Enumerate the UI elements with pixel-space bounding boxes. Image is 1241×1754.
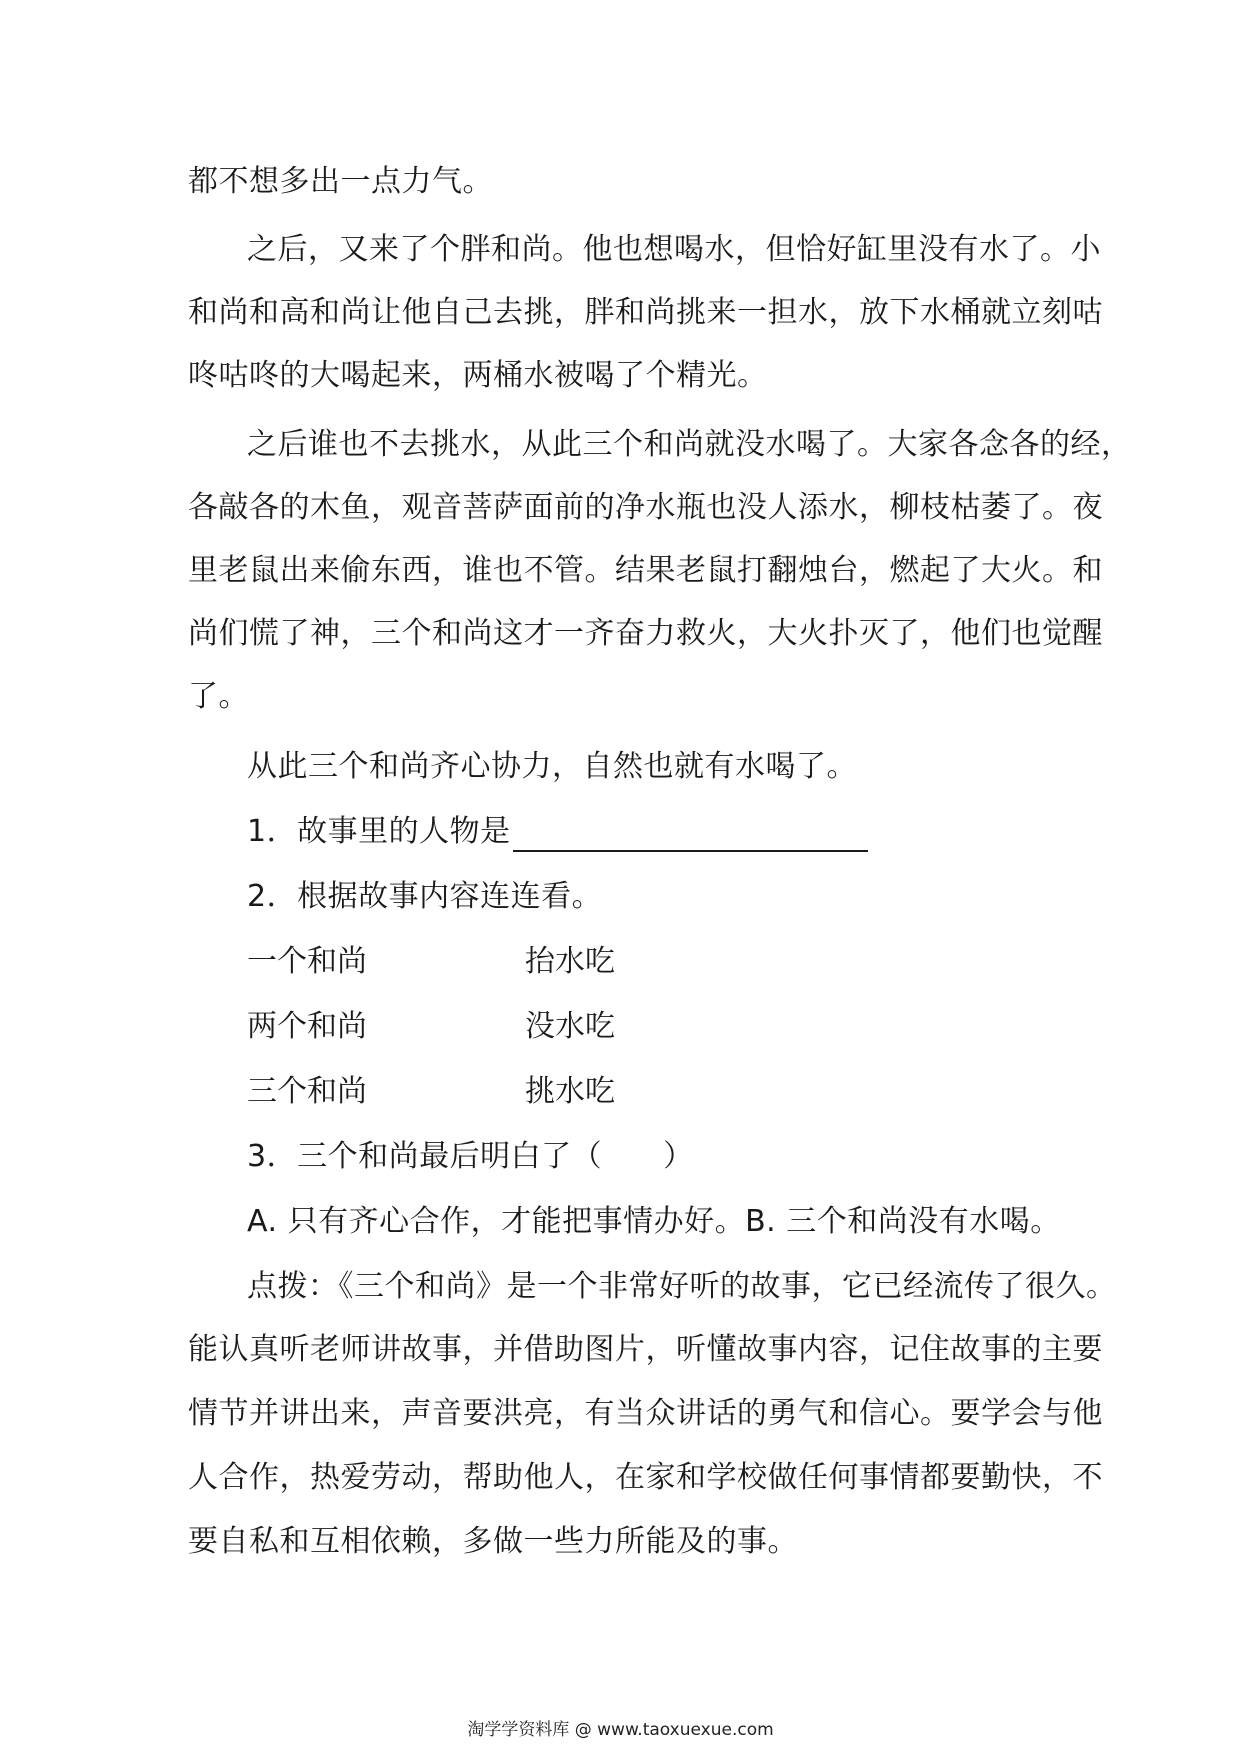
paragraph-line: 了。	[188, 679, 249, 714]
paragraph-line: 从此三个和尚齐心协力，自然也就有水喝了。	[247, 749, 857, 784]
paragraph-line: 之后谁也不去挑水，从此三个和尚就没水喝了。大家各念各的经，	[247, 427, 1132, 462]
paragraph-line: 各敲各的木鱼，观音菩萨面前的净水瓶也没人添水，柳枝枯萎了。夜	[188, 490, 1103, 525]
match-right-item: 挑水吃	[525, 1074, 615, 1109]
tip-line: 要自私和互相依赖，多做一些力所能及的事。	[188, 1524, 798, 1559]
paragraph-line: 咚咕咚的大喝起来，两桶水被喝了个精光。	[188, 358, 768, 393]
tip-line: 点拨：《三个和尚》是一个非常好听的故事，它已经流传了很久。	[247, 1269, 1117, 1304]
paragraph-line: 之后，又来了个胖和尚。他也想喝水，但恰好缸里没有水了。小	[247, 232, 1101, 267]
question-2: 2．根据故事内容连连看。	[247, 879, 603, 914]
tip-line: 情节并讲出来，声音要洪亮，有当众讲话的勇气和信心。要学会与他	[188, 1396, 1103, 1431]
question-1-text: 1．故事里的人物是	[247, 814, 511, 849]
paragraph-line: 尚们慌了神，三个和尚这才一齐奋力救火，大火扑灭了，他们也觉醒	[188, 616, 1103, 651]
paragraph-line: 里老鼠出来偷东西，谁也不管。结果老鼠打翻烛台，燃起了大火。和	[188, 553, 1103, 588]
paragraph-line: 都不想多出一点力气。	[188, 164, 493, 199]
match-left-item: 两个和尚	[247, 1009, 367, 1044]
answer-blank	[513, 820, 868, 852]
match-right-item: 抬水吃	[525, 944, 615, 979]
question-3: 3．三个和尚最后明白了（ ）	[247, 1139, 694, 1174]
match-right-item: 没水吃	[525, 1009, 615, 1044]
match-left-item: 三个和尚	[247, 1074, 367, 1109]
tip-line: 人合作，热爱劳动，帮助他人，在家和学校做任何事情都要勤快，不	[188, 1460, 1103, 1495]
page-footer: 淘学学资料库 @ www.taoxuexue.com	[467, 1720, 774, 1740]
match-left-item: 一个和尚	[247, 944, 367, 979]
paragraph-line: 和尚和高和尚让他自己去挑，胖和尚挑来一担水，放下水桶就立刻咕	[188, 295, 1103, 330]
tip-line: 能认真听老师讲故事，并借助图片，听懂故事内容，记住故事的主要	[188, 1332, 1103, 1367]
question-3-options: A. 只有齐心合作，才能把事情办好。B. 三个和尚没有水喝。	[247, 1204, 1061, 1239]
question-1	[247, 812, 1127, 852]
